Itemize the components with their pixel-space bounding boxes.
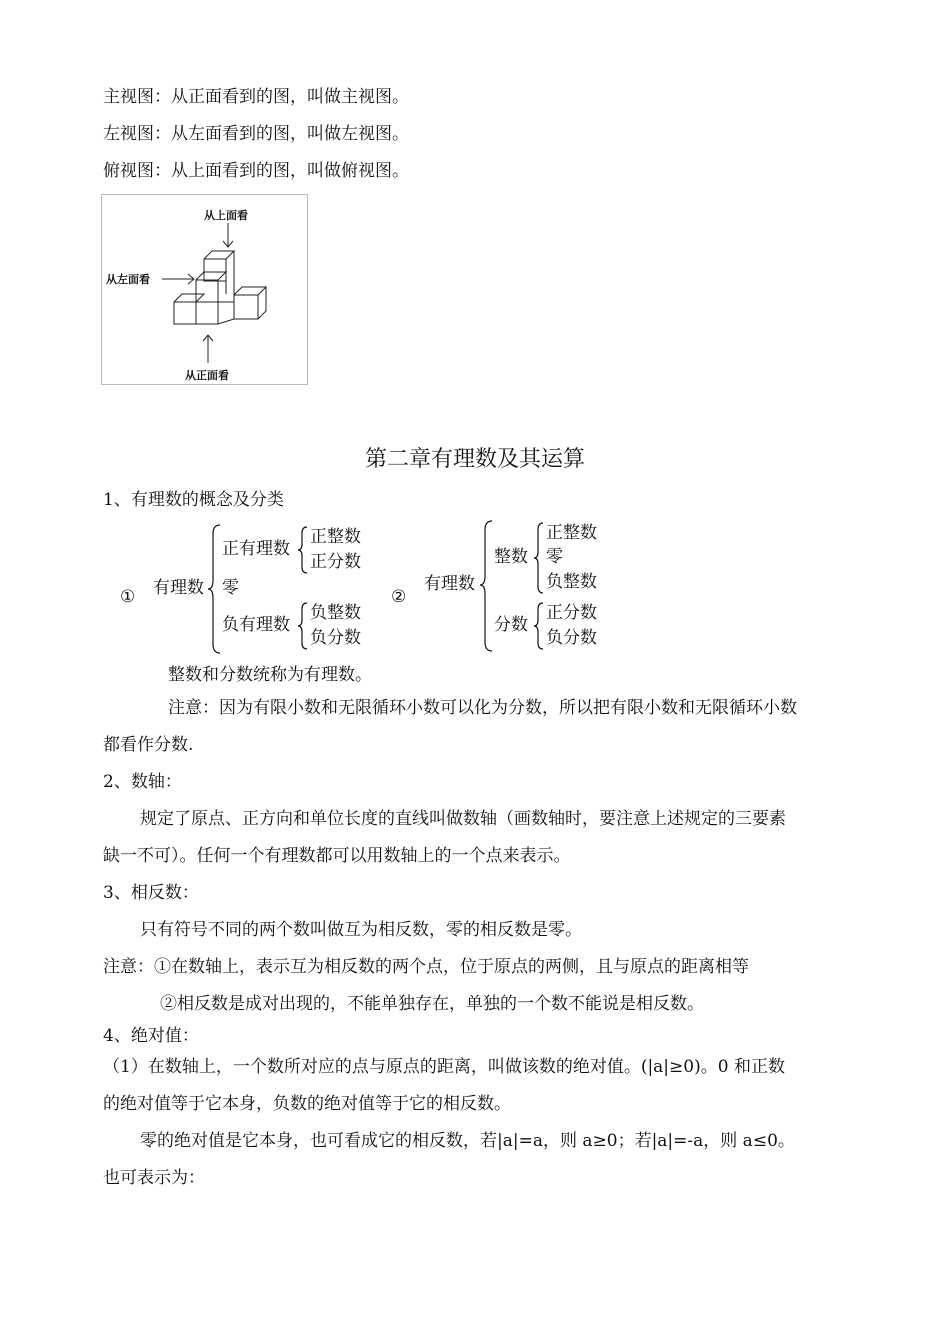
section4-para2-line2: 也可表示为： — [103, 1168, 205, 1188]
section1-note-line2: 都看作分数. — [103, 735, 194, 755]
c2-fraction-brace — [534, 602, 544, 650]
section1-note-line1: 注意：因为有限小数和无限循环小数可以化为分数，所以把有限小数和无限循环小数 — [168, 698, 797, 718]
front-view-definition: 主视图：从正面看到的图，叫做主视图。 — [103, 87, 409, 107]
c1-negative-rational: 负有理数 — [222, 615, 290, 635]
section1-heading: 1、有理数的概念及分类 — [103, 490, 284, 510]
section2-line2: 缺一不可）。任何一个有理数都可以用数轴上的一个点来表示。 — [103, 846, 571, 866]
c2-integer-brace — [534, 522, 544, 594]
classification1-marker: ① — [120, 587, 136, 607]
classification2-main-brace — [480, 520, 494, 652]
classification2-root: 有理数 — [424, 574, 475, 594]
section4-para1-line2: 的绝对值等于它本身，负数的绝对值等于它的相反数。 — [103, 1094, 511, 1114]
c1-negative-brace — [298, 602, 308, 650]
label-from-left: 从左面看 — [106, 273, 150, 286]
c2-negative-integer: 负整数 — [546, 572, 597, 592]
c1-positive-brace — [298, 526, 308, 574]
section4-para1-line1: （1）在数轴上，一个数所对应的点与原点的距离，叫做该数的绝对值。(|a|≥0)。0 和正数 — [103, 1057, 785, 1077]
section4-para2-line1: 零的绝对值是它本身，也可看成它的相反数，若|a|=a，则 a≥0；若|a|=-a，则 a≤0。 — [140, 1131, 795, 1151]
cube-stack-drawing — [102, 195, 307, 384]
section3-note2: ②相反数是成对出现的，不能单独存在，单独的一个数不能说是相反数。 — [160, 994, 704, 1014]
top-view-definition: 俯视图：从上面看到的图，叫做俯视图。 — [103, 161, 409, 181]
label-from-front: 从正面看 — [185, 369, 229, 382]
section2-line1: 规定了原点、正方向和单位长度的直线叫做数轴（画数轴时，要注意上述规定的三要素 — [140, 809, 786, 829]
classification2-marker: ② — [391, 587, 407, 607]
c1-negative-fraction: 负分数 — [310, 628, 361, 648]
chapter-title: 第二章有理数及其运算 — [364, 447, 585, 472]
section3-note1: 注意：①在数轴上，表示互为相反数的两个点，位于原点的两侧，且与原点的距离相等 — [103, 957, 749, 977]
c2-positive-fraction: 正分数 — [546, 603, 597, 623]
c2-zero: 零 — [546, 547, 563, 567]
section1-summary: 整数和分数统称为有理数。 — [168, 665, 372, 685]
classification1-main-brace — [208, 524, 222, 654]
c1-positive-fraction: 正分数 — [310, 552, 361, 572]
left-view-definition: 左视图：从左面看到的图，叫做左视图。 — [103, 124, 409, 144]
c1-negative-integer: 负整数 — [310, 603, 361, 623]
label-from-top: 从上面看 — [204, 209, 248, 222]
c1-zero: 零 — [222, 578, 239, 598]
c2-fraction: 分数 — [494, 615, 528, 635]
c2-negative-fraction: 负分数 — [546, 628, 597, 648]
cube-views-figure — [101, 194, 308, 385]
c2-integer: 整数 — [494, 547, 528, 567]
section3-line1: 只有符号不同的两个数叫做互为相反数，零的相反数是零。 — [140, 920, 582, 940]
section2-heading: 2、数轴： — [103, 772, 182, 792]
c2-positive-integer: 正整数 — [546, 523, 597, 543]
c1-positive-rational: 正有理数 — [222, 539, 290, 559]
classification1-root: 有理数 — [153, 578, 204, 598]
c1-positive-integer: 正整数 — [310, 527, 361, 547]
section4-heading: 4、绝对值： — [103, 1026, 199, 1046]
section3-heading: 3、相反数： — [103, 883, 199, 903]
